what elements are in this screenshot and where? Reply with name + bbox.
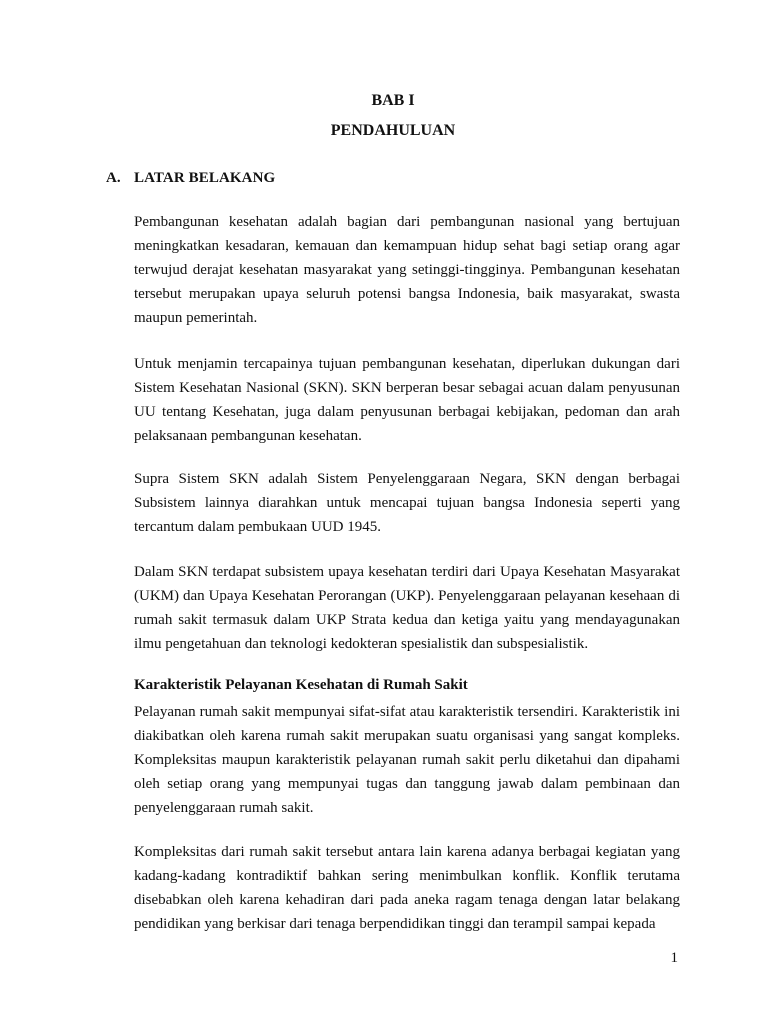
section-letter: A.	[106, 170, 121, 186]
paragraph: Pembangunan kesehatan adalah bagian dari pembangunan nasional yang bertujuan meningkatkan kesadaran, kemauan dan kemampuan hidup sehat bagi setiap orang agar terwujud derajat kesehatan masyarakat yang setinggi-tingginya. Pembangunan kesehatan tersebut merupakan upaya seluruh potensi bangsa Indonesia, baik masyarakat, swasta maupun pemerintah.	[134, 214, 680, 326]
paragraph: Dalam SKN terdapat subsistem upaya kesehatan terdiri dari Upaya Kesehatan Masyarakat (UKM) dan Upaya Kesehatan Perorangan (UKP). Penyelenggaraan pelayanan kesehaan di rumah sakit termasuk dalam UKP Strata kedua dan ketiga yaitu yang mendayagunakan ilmu pengetahuan dan teknologi kedokteran spesialistik dan subspesialistik.	[134, 564, 680, 652]
chapter-number: BAB I	[371, 92, 415, 109]
section-heading	[106, 170, 275, 187]
paragraph: Supra Sistem SKN adalah Sistem Penyelenggaraan Negara, SKN dengan berbagai Subsistem lainnya diarahkan untuk mencapai tujuan bangsa Indonesia seperti yang tercantum dalam pembukaan UUD 1945.	[134, 471, 680, 535]
subheading: Karakteristik Pelayanan Kesehatan di Rumah Sakit	[134, 677, 468, 693]
paragraph: Untuk menjamin tercapainya tujuan pembangunan kesehatan, diperlukan dukungan dari Sistem Kesehatan Nasional (SKN). SKN berperan besar sebagai acuan dalam penyusunan UU tentang Kesehatan, juga dalam penyusunan berbagai kebijakan, pedoman dan arah pelaksanaan pembangunan kesehatan.	[134, 356, 680, 444]
chapter-title: PENDAHULUAN	[330, 122, 456, 139]
paragraph: Pelayanan rumah sakit mempunyai sifat-sifat atau karakteristik tersendiri. Karakteristik ini diakibatkan oleh karena rumah sakit merupakan suatu organisasi yang sangat kompleks. Kompleksitas maupun karakteristik pelayanan rumah sakit perlu diketahui dan dipahami oleh setiap orang yang mempunyai tugas dan tanggung jawab dalam pembinaan dan penyelenggaraan rumah sakit.	[134, 704, 680, 816]
section-title: LATAR BELAKANG	[134, 170, 276, 186]
paragraph: Kompleksitas dari rumah sakit tersebut antara lain karena adanya berbagai kegiatan yang kadang-kadang kontradiktif bahkan sering menimbulkan konflik. Konflik terutama disebabkan oleh karena kehadiran dari pada aneka ragam tenaga dengan latar belakang pendidikan yang berkisar dari tenaga berpendidikan tinggi dan terampil sampai kepada	[134, 844, 680, 932]
page-number: 1	[670, 950, 678, 966]
